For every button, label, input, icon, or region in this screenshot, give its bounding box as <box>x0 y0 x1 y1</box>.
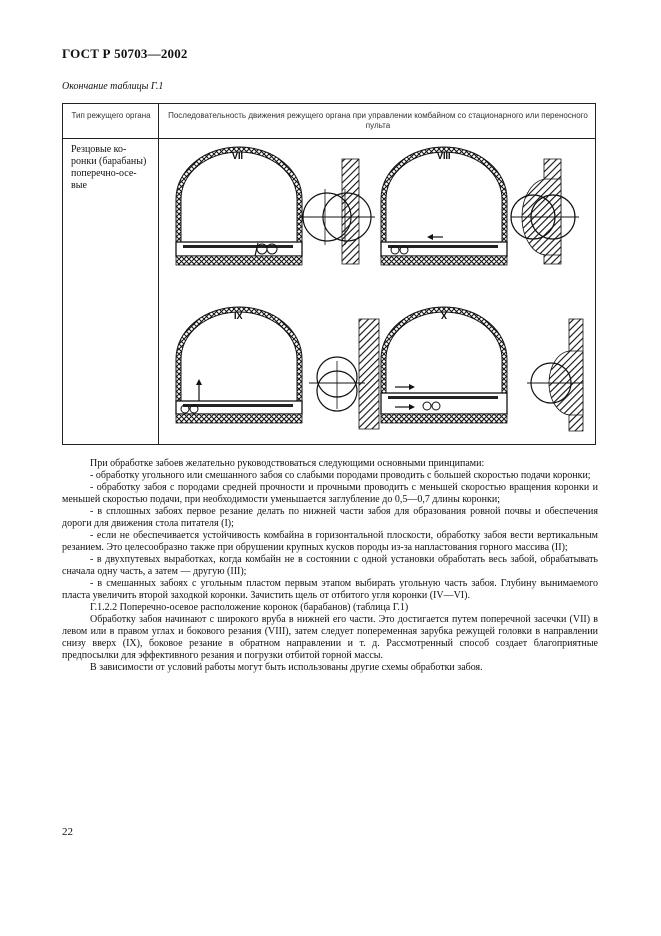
cutting-organ-type <box>71 144 153 192</box>
paragraph: - обработку забоя с породами средней прочности и прочными проводить с меньшей скоростью вращения коронки и меньшей скоростью подачи, при необходимости уменьшается заглубление до 0,5—0,7 длины коронки; <box>62 482 598 505</box>
diagram-ix <box>176 307 379 429</box>
table-g1 <box>62 103 596 445</box>
paragraph: Обработку забоя начинают с широкого вруба в нижней его части. Это достигается путем поперечной засечки (VII) в левом или в правом углах и бокового резания (VIII), затем следует попеременная зарубка режущей головки в направлении снизу вверх (IX), боковое резание в обратном направлении и т. д. Рассмотренный способ создает благоприятные предпосылки для эффективного резания и погрузки отбитой горной массы. <box>62 614 598 661</box>
table-caption: Окончание таблицы Г.1 <box>62 81 164 92</box>
paragraph: - в сплошных забоях первое резание делать по нижней части забоя для образования ровной почвы и обеспечения дороги для движения стола питателя (I); <box>62 506 598 529</box>
paragraph: - в двухпутевых выработках, когда комбайн не в состоянии с одной установки обработать весь забой, обрабатывать сначала одну часть, а затем — другую (III); <box>62 554 598 577</box>
paragraph: В зависимости от условий работы могут быть использованы другие схемы обработки забоя. <box>90 662 483 673</box>
diagram-label: VII <box>232 151 244 161</box>
paragraph: - если не обеспечивается устойчивость комбайна в горизонтальной плоскости, обработку забоя вести вертикальным резанием. Это целесообразно также при обрушении крупных кусков породы из-за напластования горного массива (II); <box>62 530 598 553</box>
type-line: вые <box>71 180 87 191</box>
paragraph: - в смешанных забоях с угольным пластом первым этапом выбирать угольную часть забоя. Глубину вынимаемого пласта увеличить второй заходкой коронки. Зачистить щель от отбитого угля коронки (IV—VI). <box>62 578 598 601</box>
column-header-sequence: Последовательность движения режущего органа при управлении комбайном со стационарного или переносного пульта <box>168 111 588 130</box>
column-header-type: Тип режущего органа <box>71 111 151 120</box>
diagram-label: VIII <box>437 151 451 161</box>
type-line: ронки (барабаны) <box>71 156 147 167</box>
paragraph: - обработку угольного или смешанного забоя со слабыми породами проводить с большей скоростью подачи коронки; <box>90 470 591 481</box>
diagram-label: IX <box>234 311 243 321</box>
diagram-label: X <box>441 311 448 321</box>
section-heading: Г.1.2.2 Поперечно-осевое расположение коронок (барабанов) (таблица Г.1) <box>90 602 409 613</box>
body-text <box>62 458 598 674</box>
cutting-sequence-diagrams <box>159 139 596 445</box>
document-header: ГОСТ Р 50703—2002 <box>62 46 188 61</box>
page-number: 22 <box>62 826 73 838</box>
paragraph: При обработке забоев желательно руководствоваться следующими основными принципами: <box>90 458 485 469</box>
type-line: Резцовые ко- <box>71 144 127 155</box>
diagram-vii <box>176 147 375 265</box>
diagram-viii <box>381 147 579 265</box>
type-line: поперечно-осе- <box>71 168 137 179</box>
diagram-x <box>381 307 583 431</box>
